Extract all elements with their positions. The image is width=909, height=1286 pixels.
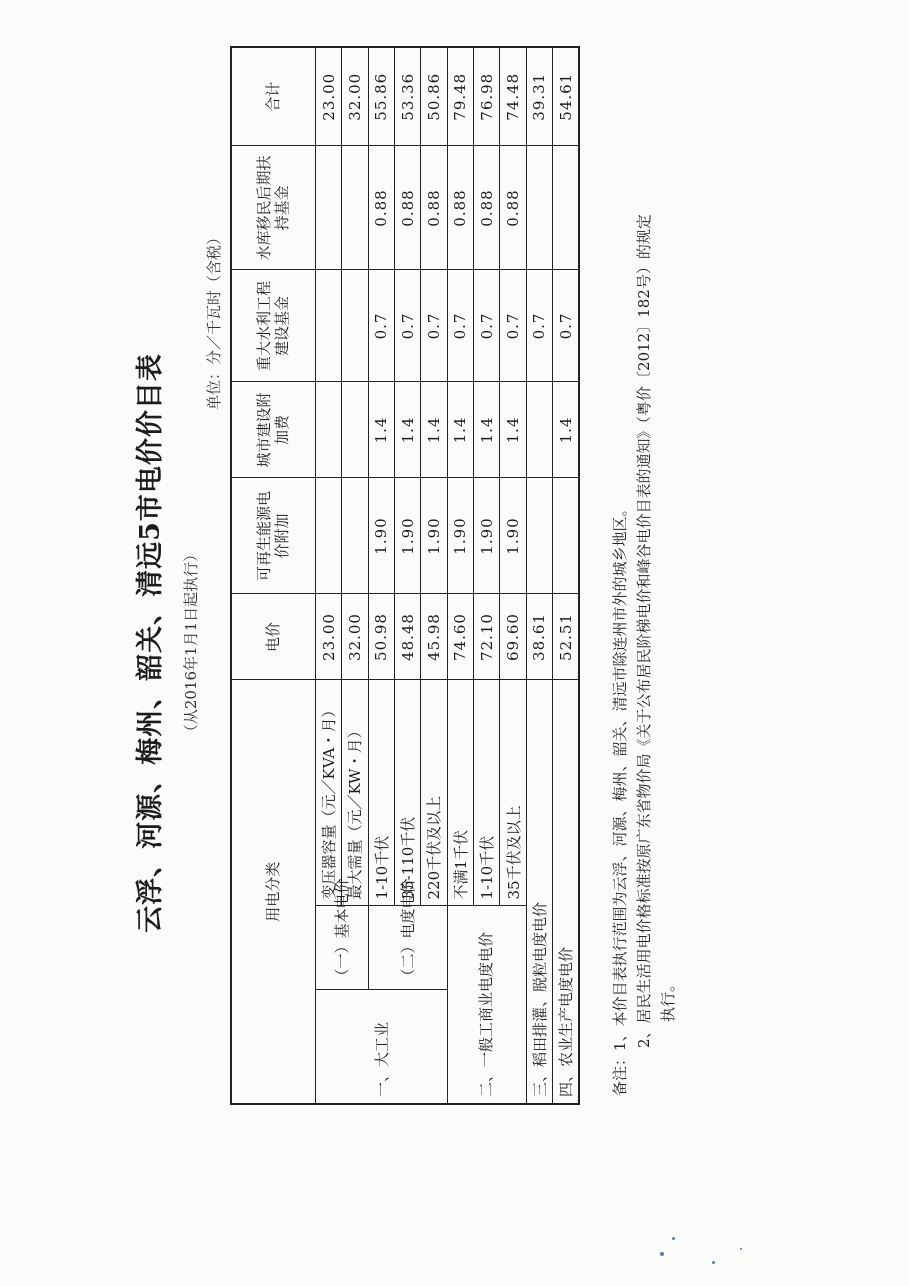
cell-water (342, 270, 368, 382)
note-line-2: 2、居民生活用电价格标准按原广东省物价局《关于公布居民阶梯电价和峰谷电价目表的通知》（粤价〔2012〕182号）的规定 (635, 214, 653, 1048)
cell-water: 0.7 (447, 270, 473, 382)
cell-city: 1.4 (447, 382, 473, 478)
cell-renewable: 1.90 (447, 478, 473, 594)
cell-price: 23.00 (315, 594, 341, 680)
cell-total: 23.00 (315, 47, 341, 146)
cell-reservoir (526, 146, 552, 270)
document-subtitle: （从2016年1月1日起执行） (182, 546, 200, 740)
cell-water: 0.7 (421, 270, 447, 382)
row-sub: 最大需量（元／KW・月） (342, 680, 368, 906)
cell-reservoir: 0.88 (421, 146, 447, 270)
group-general-commercial: 二、一般工商业电度电价 (447, 906, 526, 1104)
cell-price: 48.48 (394, 594, 420, 680)
table-row (368, 47, 394, 1104)
cell-reservoir: 0.88 (500, 146, 526, 270)
cell-total: 32.00 (342, 47, 368, 146)
header-city: 城市建设附加费 (231, 382, 315, 478)
group-irrigation: 三、稻田排灌、脱粒电度电价 (526, 680, 552, 1104)
cell-reservoir: 0.88 (394, 146, 420, 270)
note-line-3: 执行。 (659, 976, 677, 1022)
cell-total: 55.86 (368, 47, 394, 146)
cell-water: 0.7 (553, 270, 579, 382)
cell-city (526, 382, 552, 478)
cell-price: 52.51 (553, 594, 579, 680)
row-sub: 35千伏及以上 (500, 680, 526, 906)
cell-city: 1.4 (394, 382, 420, 478)
cell-water: 0.7 (394, 270, 420, 382)
table-row (526, 47, 552, 1104)
cell-price: 45.98 (421, 594, 447, 680)
row-sub: 变压器容量（元／KVA・月） (315, 680, 341, 906)
row-sub: 不满1千伏 (447, 680, 473, 906)
table-row (315, 47, 341, 1104)
cell-price: 38.61 (526, 594, 552, 680)
unit-label: 单位：分／千瓦时（含税） (205, 230, 223, 411)
row-sub: 220千伏及以上 (421, 680, 447, 906)
header-reservoir: 水库移民后期扶持基金 (231, 146, 315, 270)
cell-renewable (315, 478, 341, 594)
cell-total: 53.36 (394, 47, 420, 146)
scan-speck (672, 1237, 675, 1240)
cell-reservoir (315, 146, 341, 270)
cell-price: 72.10 (474, 594, 500, 680)
group-large-industry: 一、大工业 (315, 990, 447, 1104)
cell-renewable: 1.90 (394, 478, 420, 594)
row-sub: 35-110千伏 (394, 680, 420, 906)
cell-water: 0.7 (526, 270, 552, 382)
header-category: 用电分类 (231, 680, 315, 1104)
row-sub: 1-10千伏 (474, 680, 500, 906)
table-row (553, 47, 579, 1104)
cell-renewable: 1.90 (368, 478, 394, 594)
cell-total: 50.86 (421, 47, 447, 146)
scan-speck (660, 1252, 664, 1256)
header-total: 合计 (231, 47, 315, 146)
cell-total: 76.98 (474, 47, 500, 146)
cell-reservoir: 0.88 (447, 146, 473, 270)
cell-renewable: 1.90 (500, 478, 526, 594)
cell-water: 0.7 (368, 270, 394, 382)
cell-reservoir: 0.88 (368, 146, 394, 270)
cell-water (315, 270, 341, 382)
scan-speck (712, 1261, 715, 1264)
table-row (447, 47, 473, 1104)
cell-city: 1.4 (368, 382, 394, 478)
cell-price: 32.00 (342, 594, 368, 680)
cell-total: 74.48 (500, 47, 526, 146)
cell-renewable: 1.90 (474, 478, 500, 594)
cell-city: 1.4 (500, 382, 526, 478)
document-title: 云浮、河源、梅州、韶关、清远5市电价价目表 (135, 353, 166, 933)
header-price: 电价 (231, 594, 315, 680)
cell-price: 69.60 (500, 594, 526, 680)
cell-city: 1.4 (474, 382, 500, 478)
cell-city (342, 382, 368, 478)
cell-city: 1.4 (421, 382, 447, 478)
cell-reservoir (553, 146, 579, 270)
cell-price: 50.98 (368, 594, 394, 680)
cell-reservoir: 0.88 (474, 146, 500, 270)
cell-total: 39.31 (526, 47, 552, 146)
cell-city (315, 382, 341, 478)
scan-speck (740, 1248, 742, 1250)
row-sub: 1-10千伏 (368, 680, 394, 906)
group-energy-price: （二）电度电价 (368, 906, 447, 990)
cell-total: 79.48 (447, 47, 473, 146)
cell-total: 54.61 (553, 47, 579, 146)
header-renewable: 可再生能源电价附加 (231, 478, 315, 594)
cell-price: 74.60 (447, 594, 473, 680)
cell-water: 0.7 (474, 270, 500, 382)
price-table (230, 46, 580, 1105)
group-basic-price: （一）基本电价 (315, 906, 368, 990)
cell-water: 0.7 (500, 270, 526, 382)
table-header-row (231, 47, 315, 1104)
cell-city: 1.4 (553, 382, 579, 478)
cell-renewable: 1.90 (421, 478, 447, 594)
header-water: 重大水利工程建设基金 (231, 270, 315, 382)
cell-renewable (553, 478, 579, 594)
group-agriculture: 四、农业生产电度电价 (553, 680, 579, 1104)
cell-reservoir (342, 146, 368, 270)
note-line-1: 备注：1、本价目表执行范围为云浮、河源、梅州、韶关、清远市除连州市外的城乡地区。 (611, 501, 629, 1096)
cell-renewable (526, 478, 552, 594)
notes (608, 214, 680, 1096)
cell-renewable (342, 478, 368, 594)
